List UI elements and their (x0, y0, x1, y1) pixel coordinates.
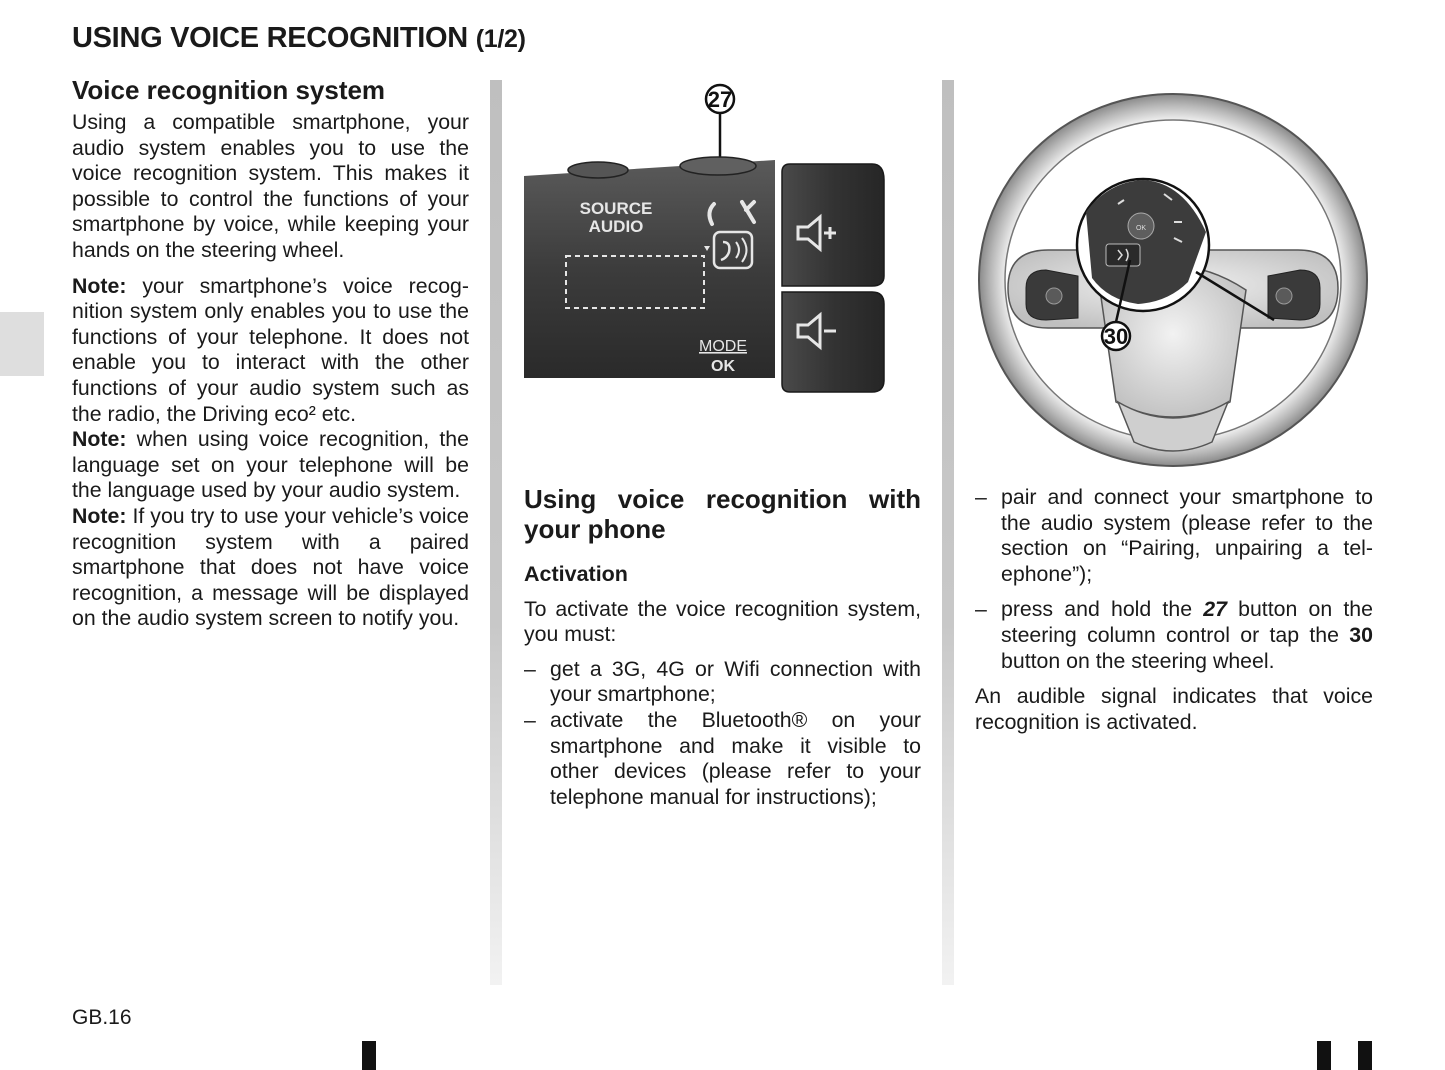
crop-mark (1358, 1041, 1372, 1070)
list-item-text: button on the steering column control or tap the (1001, 597, 1373, 647)
note-text: your smartphone’s voice recognition system only enables you to use the functions of your telephone. It does not enable you to interact with the other functions of your audio system such as the radio, the Driving eco² etc. (72, 273, 469, 426)
right-switch-panel (1268, 270, 1320, 320)
column-3 (975, 485, 1373, 735)
section-heading-voice-recognition-system: Voice recognition system (72, 75, 386, 105)
list-item-text: press and hold the (1001, 597, 1204, 622)
section-heading-using-voice-recognition: Using voice recognition with your phone (524, 484, 921, 544)
note-paragraph-2 (72, 427, 469, 504)
source-audio-label-1: SOURCE (579, 199, 653, 218)
note-label: Note: (72, 503, 127, 528)
column-divider-left (490, 80, 502, 985)
list-item-text: button on the steering wheel. (1001, 648, 1275, 673)
list-item: – get a 3G, 4G or Wifi connection with your smartphone; (524, 657, 921, 708)
note-text: If you try to use your vehicle’s voice recognition system with a paired smartphone that does not have voice recognition, a message will be displayed on the audio system screen to notify you. (72, 503, 469, 631)
source-audio-label-2: AUDIO (588, 217, 644, 236)
steering-wheel-figure (968, 82, 1378, 477)
crop-mark (1317, 1041, 1331, 1070)
button-30-callout (1102, 322, 1130, 350)
zoom-inset (1077, 179, 1209, 311)
activation-intro: To activate the voice recognition system, you must: (524, 596, 921, 647)
page-title-part: (1/2) (475, 25, 526, 53)
list-item: – activate the Bluetooth® on your smartphone and make it visible to other devices (please refer to your telephone manual for instructions); (524, 708, 921, 810)
intro-paragraph: Using a compatible smartphone, your audio system enables you to use the voice recognition system. This makes it possible to control the functions of your smartphone by voice, while keeping your hands on the steering wheel. (72, 110, 469, 262)
callout-30-label: 30 (1103, 324, 1129, 349)
note-label: Note: (72, 273, 127, 298)
button-ref-27: 27 (1203, 597, 1227, 622)
activation-list (524, 657, 921, 811)
audible-signal-paragraph: An audible signal indicates that voice recognition is activated. (975, 684, 1373, 734)
steering-column-control-figure (520, 80, 890, 395)
page-title (72, 22, 526, 55)
button-27-callout (706, 85, 734, 160)
page-number: GB.16 (72, 1006, 132, 1029)
page-title-text: USING VOICE RECOGNITION (72, 22, 468, 54)
volume-up-button (782, 164, 884, 286)
side-tab (0, 312, 44, 376)
list-item (975, 597, 1373, 674)
column-divider-right (942, 80, 954, 985)
volume-down-button (782, 292, 884, 392)
note-label: Note: (72, 427, 127, 452)
note-text: when using voice recognition, the language set on your telephone will be the language used by your audio system. (72, 427, 469, 503)
left-switch-panel (1026, 270, 1078, 320)
note-paragraph-3 (72, 504, 469, 632)
activation-list-continued (975, 485, 1373, 674)
button-ref-30: 30 (1349, 622, 1373, 647)
crop-mark (362, 1041, 376, 1070)
ok-small-label: OK (1135, 225, 1147, 232)
ok-label: OK (711, 358, 735, 375)
callout-27-label: 27 (707, 87, 733, 112)
column-1 (72, 75, 469, 632)
note-paragraph-1 (72, 274, 469, 428)
mode-label: MODE (699, 338, 747, 355)
subheading-activation: Activation (524, 562, 628, 586)
column-2 (524, 484, 921, 810)
list-item: – pair and connect your smartphone to the audio system (please refer to the section on “Pairing, unpairing a telephone”); (975, 485, 1373, 587)
